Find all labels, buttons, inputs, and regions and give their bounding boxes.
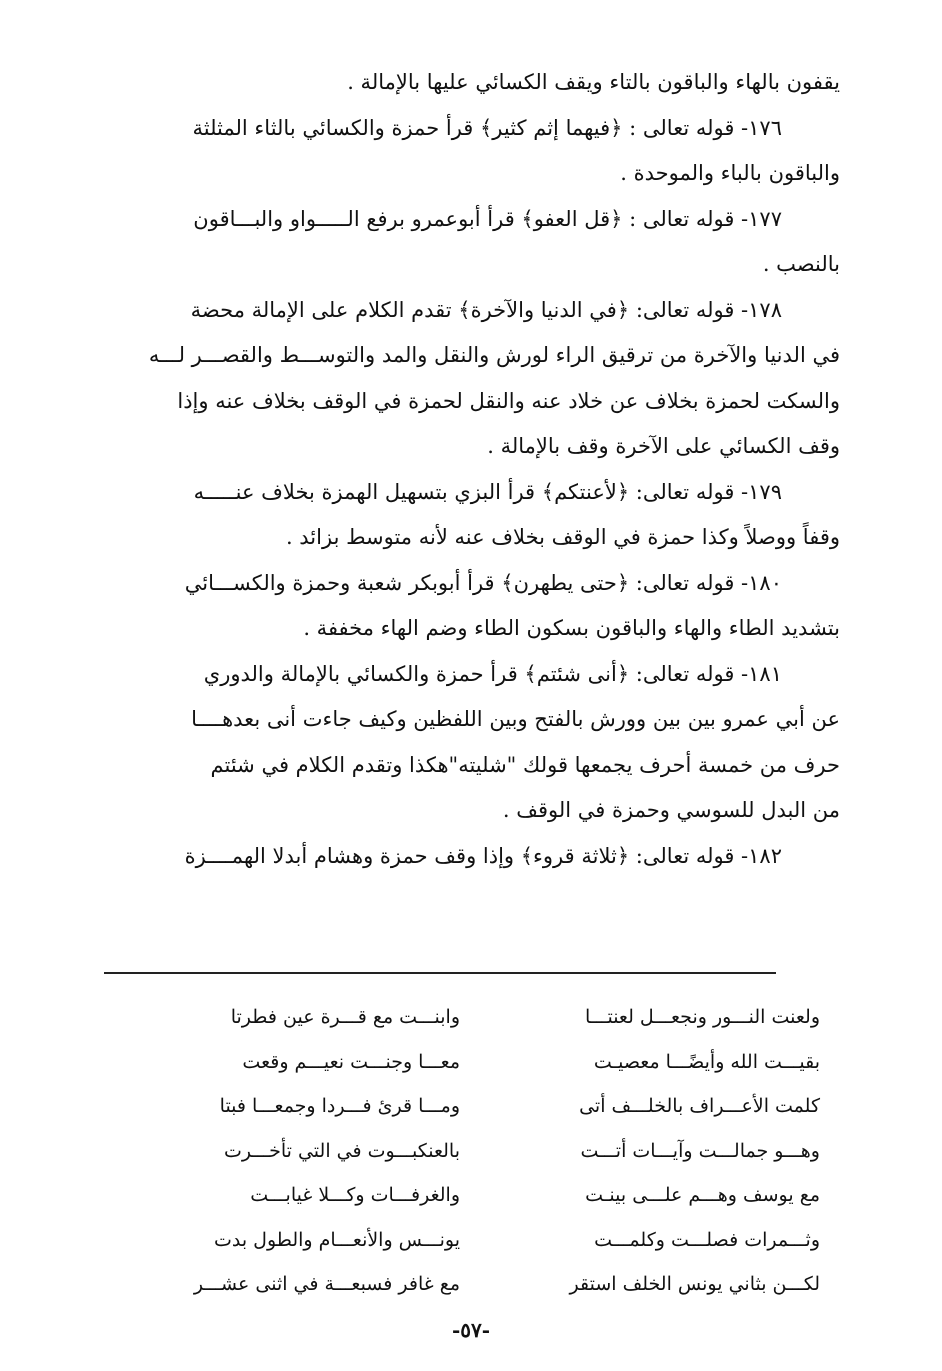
poem-verse — [200, 1173, 820, 1218]
paragraph-177 — [100, 197, 840, 288]
text-line: بالنصب . — [762, 252, 840, 276]
verse-second-hemistich: معـــا وجنـــت نعيـــم وقعت — [242, 1050, 460, 1073]
text-line: ١٨٠- قوله تعالى: ﴿حتى يطهرن﴾ قرأ أبوبكر شعبة وحمزة والكســـائي — [184, 570, 782, 595]
verse-second-hemistich: يونـــس والأنعـــام والطول بدت — [213, 1228, 460, 1251]
paragraph-180 — [100, 561, 840, 652]
verse-first-hemistich: بقيـــت الله وأيضًـــا معصيـت — [593, 1050, 820, 1073]
text-line: ١٧٦- قوله تعالى : ﴿فيهما إثم كثير﴾ قرأ حمزة والكسائي بالثاء المثلثة — [192, 115, 782, 140]
poem-verse — [200, 1129, 820, 1174]
page-number: -٥٧- — [451, 1318, 491, 1342]
paragraph-181 — [100, 652, 840, 834]
verse-first-hemistich: لكـــن بثاني يونس الخلف استقر — [569, 1273, 820, 1296]
paragraph-178 — [100, 288, 840, 470]
paragraph-0 — [100, 60, 840, 106]
poem-verse — [193, 1262, 820, 1307]
verse-second-hemistich: وابنـــت مع قـــرة عين فطرتا — [230, 1006, 460, 1029]
text-line: ١٧٨- قوله تعالى: ﴿في الدنيا والآخرة﴾ تقدم الكلام على الإمالة محضة — [190, 297, 782, 322]
text-line: بتشديد الطاء والهاء والباقون بسكون الطاء وضم الهاء مخففة . — [303, 616, 840, 640]
verse-first-hemistich: ولعنت النـــور ونجعـــل لعنتـــا — [584, 1006, 820, 1029]
text-line: وقفاً ووصلاً وكذا حمزة في الوقف بخلاف عنه لأنه متوسط بزائد . — [285, 525, 840, 549]
verse-first-hemistich: كلمت الأعـــراف بالخلـــف أتى — [579, 1095, 820, 1118]
poem-verse — [200, 1040, 820, 1085]
text-line: ١٨١- قوله تعالى: ﴿أنى شئتم﴾ قرأ حمزة والكسائي بالإمالة والدوري — [203, 661, 782, 686]
main-text — [100, 60, 840, 879]
text-line: ١٨٢- قوله تعالى: ﴿ثلاثة قروء﴾ وإذا وقف حمزة وهشام أبدلا الهمــــزة — [184, 843, 782, 868]
verse-first-hemistich: مع يوسف وهـــم علـــى بينـت — [585, 1184, 820, 1207]
text-line: في الدنيا والآخرة من ترقيق الراء لورش والنقل والمد والتوســـط والقصـــر لـــه — [148, 343, 840, 367]
poem-verse — [200, 1084, 820, 1129]
verse-second-hemistich: بالعنكبـــوت في التي تأخـــرت — [224, 1139, 460, 1162]
verse-first-hemistich: وثـــمرات فصلـــت وكلمـــت — [594, 1228, 820, 1251]
poem-verse — [200, 995, 820, 1040]
verse-second-hemistich: مع غافر فسبعـــة في اثنى عشـــر — [193, 1273, 460, 1296]
paragraph-182 — [100, 834, 840, 880]
paragraph-179 — [100, 470, 840, 561]
verse-second-hemistich: والغرفـــات وكـــلا غيابـــت — [250, 1184, 460, 1207]
poem-verse — [200, 1218, 820, 1263]
text-line: وقف الكسائي على الآخرة وقف بالإمالة . — [487, 434, 840, 458]
paragraph-176 — [100, 106, 840, 197]
text-line: حرف من خمسة أحرف يجمعها قولك "شليته"هكذا وتقدم الكلام في شئتم — [210, 752, 840, 777]
text-line: والسكت لحمزة بخلاف عن خلاد عنه والنقل لحمزة في الوقف بخلاف عنه وإذا — [177, 388, 840, 413]
footnote-divider — [104, 972, 776, 974]
text-line: عن أبي عمرو بين بين وورش بالفتح وبين اللفظين وكيف جاءت أنى بعدهــــا — [191, 707, 840, 731]
text-line: ١٧٩- قوله تعالى: ﴿لأعنتكم﴾ قرأ البزي بتسهيل الهمزة بخلاف عنـــــه — [193, 479, 782, 504]
poem-verses — [193, 995, 820, 1307]
text-line: ١٧٧- قوله تعالى : ﴿قل العفو﴾ قرأ أبوعمرو برفع الـــــواو والبـــاقون — [193, 206, 782, 231]
text-line: يقفون بالهاء والباقون بالتاء ويقف الكسائي عليها بالإمالة . — [347, 70, 840, 94]
text-line: من البدل للسوسي وحمزة في الوقف . — [502, 798, 840, 822]
text-line: والباقون بالباء والموحدة . — [620, 161, 840, 185]
verse-second-hemistich: ومـــا قرئ فـــردا وجمعـــا فبتا — [219, 1095, 460, 1118]
verse-first-hemistich: وهـــو جمالـــت وآيـــات أتـــت — [580, 1139, 820, 1162]
